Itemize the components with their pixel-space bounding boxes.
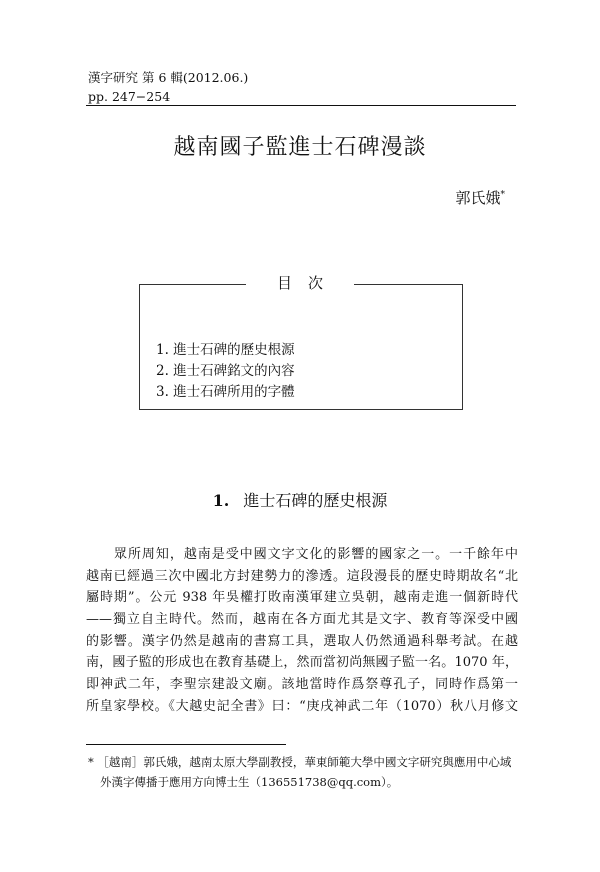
header-rule: [86, 105, 516, 106]
journal-title: 漢字研究 第 6 輯(2012.06.): [88, 70, 249, 85]
toc-label: 目次: [246, 272, 354, 293]
footnote: [88, 752, 520, 792]
body-line: 南，國子監的形成也在教育基礎上，然而當初尚無國子監一名。1070 年，: [86, 655, 518, 671]
footnote-rule: [86, 744, 286, 745]
body-paragraph: [86, 544, 518, 718]
toc-list: [156, 340, 295, 403]
page-range: pp. 247−254: [88, 89, 171, 104]
toc-item[interactable]: 2. 進士石碑銘文的內容: [156, 363, 295, 379]
body-line: 所皇家學校。《大越史記全書》曰：“庚戌神武二年（1070）秋八月修文: [86, 698, 518, 714]
body-line: 越南已經過三次中國北方封建勢力的滲透。這段漫長的歷史時期故名“北: [86, 568, 518, 584]
toc-item[interactable]: 3. 進士石碑所用的字體: [156, 384, 295, 400]
author: [455, 187, 505, 208]
body-line: ——獨立自主時代。然而，越南在各方面尤其是文字、教育等深受中國: [86, 612, 518, 628]
section-number: 1.: [212, 491, 230, 510]
body-line: 眾所周知，越南是受中國文字文化的影響的國家之一。一千餘年中: [114, 547, 518, 562]
journal-header: [88, 68, 248, 106]
article-title: 越南國子監進士石碑漫談: [173, 135, 427, 160]
footnote-line: 外漢字傳播于應用方向博士生（136551738@qq.com）。: [100, 775, 399, 789]
author-name: 郭氏娥: [455, 189, 501, 207]
body-line: 屬時期”。公元 938 年吳權打敗南漢軍建立吳朝，越南走進一個新時代: [86, 590, 518, 606]
section-heading: [0, 488, 600, 511]
body-line: 即神武二年，李聖宗建設文廟。該地當時作爲祭尊孔子，同時作爲第一: [86, 677, 518, 693]
footnote-marker[interactable]: *: [500, 190, 505, 200]
footnote-line: * ［越南］郭氏娥，越南太原大學副教授，華東師範大學中國文字研究與應用中心域: [88, 755, 512, 769]
body-line: 的影響。漢字仍然是越南的書寫工具，選取人仍然通過科舉考試。在越: [86, 633, 518, 649]
toc-item[interactable]: 1. 進士石碑的歷史根源: [156, 342, 295, 358]
section-title: 進士石碑的歷史根源: [243, 491, 388, 510]
